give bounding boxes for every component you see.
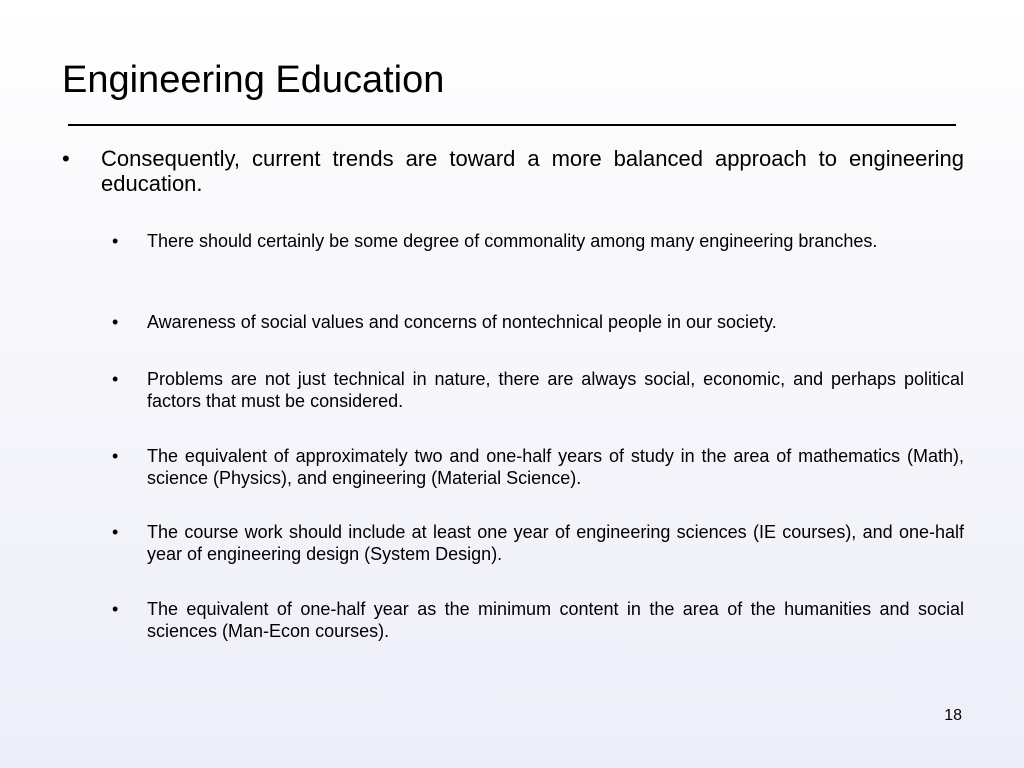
bullet-icon: • <box>62 146 70 171</box>
sub-bullet-item <box>112 230 964 252</box>
sub-bullet-item <box>112 445 964 489</box>
sub-bullet-item <box>112 311 964 333</box>
sub-bullet-text: Problems are not just technical in nature, there are always social, economic, and perhaps political factors that must be considered. <box>147 369 964 411</box>
sub-bullet-text: The course work should include at least one year of engineering sciences (IE courses), and one-half year of engineering design (System Design). <box>147 522 964 564</box>
sub-bullet-text: There should certainly be some degree of commonality among many engineering branches. <box>147 231 878 251</box>
bullet-icon: • <box>112 599 119 619</box>
slide-number: 18 <box>944 707 962 724</box>
sub-bullet-text: Awareness of social values and concerns of nontechnical people in our society. <box>147 312 777 332</box>
bullet-icon: • <box>112 369 119 389</box>
slide-title: Engineering Education <box>62 59 445 101</box>
sub-bullet-item <box>112 521 964 565</box>
sub-bullet-text: The equivalent of approximately two and one-half years of study in the area of mathematics (Math), science (Physics), and engineering (Material Science). <box>147 446 964 488</box>
main-bullet-item <box>62 146 964 196</box>
bullet-icon: • <box>112 446 119 466</box>
sub-bullet-item <box>112 598 964 642</box>
bullet-icon: • <box>112 312 119 332</box>
bullet-icon: • <box>112 231 119 251</box>
sub-bullet-text: The equivalent of one-half year as the minimum content in the area of the humanities and social sciences (Man-Econ courses). <box>147 599 964 641</box>
bullet-icon: • <box>112 522 119 542</box>
main-bullet-text: Consequently, current trends are toward a more balanced approach to engineering education. <box>101 146 964 196</box>
sub-bullet-item <box>112 368 964 412</box>
